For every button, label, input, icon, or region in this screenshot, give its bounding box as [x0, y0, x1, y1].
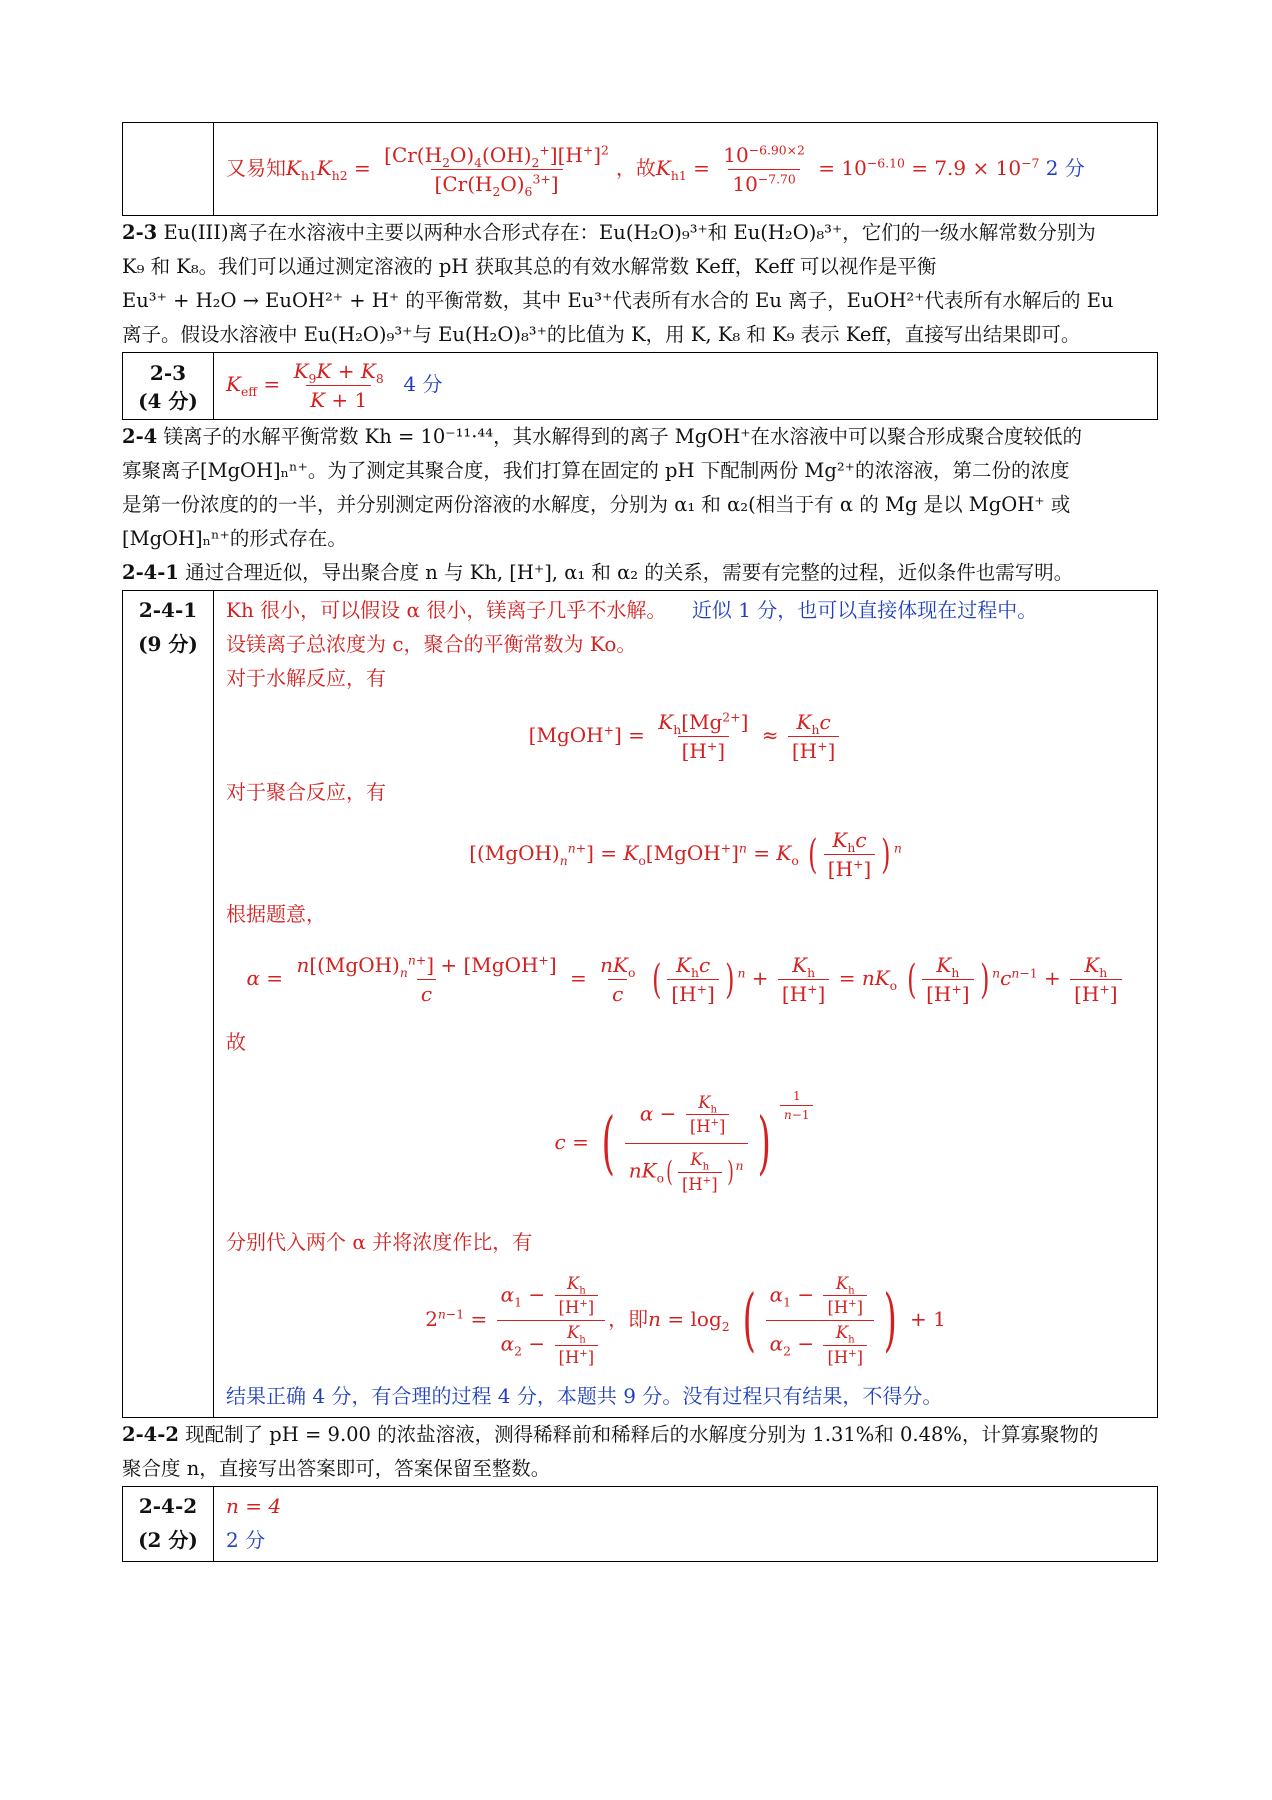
question-number: 2-3 — [122, 221, 158, 244]
value-fraction: $\frac{10^{-6.90\times 2}}{10^{-7.70}}$ — [723, 141, 805, 196]
ji-text: ，即 — [608, 1307, 649, 1331]
frac-h: $\frac{K_h}{[H^+]}$ — [922, 953, 973, 1006]
answer-value: n = 4 — [226, 1494, 282, 1518]
question-number: 2-4-1 — [122, 561, 179, 584]
question-text: Eu³⁺ + H₂O → EuOH²⁺ + H⁺ 的平衡常数，其中 Eu³⁺代表所有水合的 Eu 离子，EuOH²⁺代表所有水解后的 Eu — [122, 289, 1114, 312]
frac-d: $\frac{n[(MgOH)_n^{n+}] + [MgOH^+]}{c}$ — [296, 952, 557, 1006]
prefix-text: 又易知 — [226, 155, 286, 180]
frac-b: $\frac{K_hc}{[H^+]}$ — [788, 710, 839, 763]
question-line — [122, 1452, 1158, 1486]
eq-value: = 10 — [818, 155, 867, 180]
label-number: 2-4-2 — [138, 1494, 198, 1518]
frac-e: $\frac{nK_o}{c}$ — [600, 953, 636, 1006]
frac-m: $\alpha_1$ − $\frac{K_h}{[H^+]}$ $\alpha_2$ − $\frac{K_h}{[H^+]}$ — [497, 1274, 606, 1368]
question-line — [122, 284, 1158, 318]
question-2-4-2 — [122, 1418, 1158, 1486]
question-line — [122, 488, 1158, 522]
answer-table-2-4-1 — [122, 590, 1158, 1418]
question-line — [122, 522, 1158, 556]
kh-fraction: $\frac{[Cr(H_2O)_4(OH)_2^+][H^+]^2}{[Cr(H_2O)_6^{3+}]}$ — [384, 141, 609, 199]
equation-n: $2^{n-1}$ = $\alpha_1$ − $\frac{K_h}{[H^+]}$ $\alpha_2$ − $\frac{K_h}{[H^+]}$ ，即$n = \log_2$ ( $\alpha_1$ − $\frac{K_h}{[H^+]}$ $\alpha_2$ − $\frac{K_h}{[H^+]}$ ) + 1 — [425, 1273, 946, 1367]
polymer-line: 对于聚合反应，有 — [226, 780, 386, 804]
mid-text: ，故 — [615, 155, 656, 180]
result-exponent: −7 — [1021, 154, 1040, 170]
equation-alpha: α = $\frac{n[(MgOH)_n^{n+}] + [MgOH^+]}{c}$ = $\frac{nK_o}{c}$ ( $\frac{K_hc}{[H^+]}$ ) $^n$ + $\frac{K_h}{[H^+]}$ = $nK_o$ ( $\frac{K_h}{[H^+]}$ ) $^nc^{n-1}$ + $\frac{K_h}{[H^+]}$ — [226, 939, 1145, 1017]
approx-text: Kh 很小，可以假设 α 很小，镁离子几乎不水解。 — [226, 598, 667, 622]
question-line — [122, 556, 1158, 590]
frac-l: $\frac{K_h}{[H^+]}$ — [678, 1150, 722, 1194]
score-2-4-1: 结果正确 4 分，有合理的过程 4 分，本题共 9 分。没有过程只有结果，不得分。 — [226, 1384, 943, 1408]
label-number: 2-3 — [149, 361, 187, 385]
equation-mgoh: [MgOH+] = $\frac{K_h[Mg^{2+}]}{[H^+]}$ ≈ $\frac{K_hc}{[H^+]}$ — [226, 703, 1145, 767]
question-text: [MgOH]ₙⁿ⁺的形式存在。 — [122, 527, 347, 550]
question-2-4 — [122, 420, 1158, 590]
answer-label-2-4-2 — [123, 1487, 214, 1562]
question-number: 2-4-2 — [122, 1423, 179, 1446]
answer-table-2-4-2 — [122, 1486, 1158, 1562]
question-text: 聚合度 n，直接写出答案即可，答案保留至整数。 — [122, 1457, 551, 1480]
question-text: 现配制了 pH = 9.00 的浓盐溶液，测得稀释前和稀释后的水解度分别为 1.31%和 0.48%，计算寡聚物的 — [185, 1423, 1099, 1446]
question-number: 2-4 — [122, 425, 158, 448]
frac-k: $\frac{K_h}{[H^+]}$ — [686, 1093, 730, 1137]
label-points: (4 分) — [138, 389, 198, 413]
question-text: 寡聚离子[MgOH]ₙⁿ⁺。为了测定其聚合度，我们打算在固定的 pH 下配制两份 Mg²⁺的浓溶液，第二份的浓度 — [122, 459, 1070, 482]
exam-page — [122, 122, 1158, 1562]
answer-label-empty — [123, 123, 214, 216]
condition-line: 根据题意， — [226, 902, 326, 926]
answer-table-2-3 — [122, 352, 1158, 420]
assume-line: 设镁离子总浓度为 c，聚合的平衡常数为 Ko。 — [226, 632, 637, 656]
frac-n: $\frac{K_h}{[H^+]}$ — [555, 1274, 599, 1318]
answer-label-2-3 — [123, 353, 214, 420]
question-line — [122, 420, 1158, 454]
frac-a: $\frac{K_h[Mg^{2+}]}{[H^+]}$ — [658, 709, 749, 763]
frac-i: $\frac{K_h}{[H^+]}$ — [1070, 953, 1121, 1006]
question-line — [122, 454, 1158, 488]
question-text: 离子。假设水溶液中 Eu(H₂O)₉³⁺与 Eu(H₂O)₈³⁺的比值为 K，用 K, K₈ 和 K₉ 表示 Keff，直接写出结果即可。 — [122, 323, 1081, 346]
result-value: = 7.9 × 10 — [911, 155, 1022, 180]
question-text: Eu(III)离子在水溶液中主要以两种水合形式存在：Eu(H₂O)₉³⁺和 Eu(H₂O)₈³⁺，它们的一级水解常数分别为 — [163, 221, 1096, 244]
approx-score: 近似 1 分，也可以直接体现在过程中。 — [691, 598, 1038, 622]
equation-c: c = ( α − $\frac{K_h}{[H^+]}$ $nK_o$( $\frac{K_h}{[H^+]}$ ) $^n$ ) $^{\frac{1}{n-1}}$ — [226, 1067, 1145, 1217]
frac-g: $\frac{K_h}{[H^+]}$ — [778, 953, 829, 1006]
hydrolysis-line: 对于水解反应，有 — [226, 666, 386, 690]
question-line — [122, 250, 1158, 284]
frac-p: $\alpha_1$ − $\frac{K_h}{[H^+]}$ $\alpha_2$ − $\frac{K_h}{[H^+]}$ — [766, 1274, 875, 1368]
approx-line — [226, 593, 1145, 627]
answer-label-2-4-1 — [123, 591, 214, 1418]
answer-table-2-2 — [122, 122, 1158, 216]
question-line — [122, 1418, 1158, 1452]
question-text: K₉ 和 K₈。我们可以通过测定溶液的 pH 获取其总的有效水解常数 Keff，Keff 可以视作是平衡 — [122, 255, 937, 278]
frac-r: $\frac{K_h}{[H^+]}$ — [823, 1323, 867, 1367]
therefore-line: 故 — [226, 1030, 246, 1054]
question-line — [122, 216, 1158, 250]
label-points: (2 分) — [138, 1528, 198, 1552]
equation-polymer: $[(MgOH)_n^{n+}]$ = $K_o[MgOH^+]^n = K_o$ ( $\frac{K_hc}{[H^+]}$ ) $^n$ — [469, 828, 902, 881]
score-2-3: 4 分 — [403, 371, 443, 396]
question-text: 是第一份浓度的的一半，并分别测定两份溶液的水解度，分别为 α₁ 和 α₂(相当于有 α 的 Mg 是以 MgOH⁺ 或 — [122, 493, 1071, 516]
frac-o: $\frac{K_h}{[H^+]}$ — [555, 1323, 599, 1367]
frac-f: $\frac{K_hc}{[H^+]}$ — [667, 953, 718, 1006]
score-2-4-2: 2 分 — [226, 1528, 266, 1552]
ratio-line: 分别代入两个 α 并将浓度作比，有 — [226, 1230, 533, 1254]
frac-j: α − $\frac{K_h}{[H^+]}$ $nK_o$( $\frac{K_h}{[H^+]}$ ) $^n$ — [625, 1093, 748, 1195]
question-2-3 — [122, 216, 1158, 352]
answer-body-2-2: 又易知$K_{h1}K_{h2}$ = $\frac{[Cr(H_2O)_4(OH)_2^+][H^+]^2}{[Cr(H_2O)_6^{3+}]}$ ，故$K_{h1}$ = $\frac{10^{-6.90\times 2}}{10^{-7.70}}$ = $10^{-6.10} = 7.9 \times 10^{-7}$ 2 分 — [214, 123, 1158, 216]
answer-body-2-4-1 — [214, 591, 1158, 1418]
answer-body-2-4-2 — [214, 1487, 1158, 1562]
frac-exp: 1 n−1 — [780, 1089, 813, 1123]
frac-c: $\frac{K_hc}{[H^+]}$ — [824, 828, 875, 881]
eq-exponent: −6.10 — [866, 154, 905, 170]
question-line — [122, 318, 1158, 352]
answer-body-2-3: $K_{eff}$ = $\frac{K_9K + K_8}{K + 1}$ 4 分 — [214, 353, 1158, 420]
label-number: 2-4-1 — [138, 598, 198, 622]
keff-fraction: $\frac{K_9K + K_8}{K + 1}$ — [293, 358, 384, 412]
question-text: 通过合理近似，导出聚合度 n 与 Kh, [H⁺], α₁ 和 α₂ 的关系，需要有完整的过程，近似条件也需写明。 — [185, 561, 1074, 584]
score-2-2: 2 分 — [1045, 155, 1085, 180]
label-points: (9 分) — [138, 632, 198, 656]
frac-q: $\frac{K_h}{[H^+]}$ — [823, 1274, 867, 1318]
question-text: 镁离子的水解平衡常数 Kh = 10⁻¹¹·⁴⁴，其水解得到的离子 MgOH⁺在水溶液中可以聚合形成聚合度较低的 — [163, 425, 1083, 448]
